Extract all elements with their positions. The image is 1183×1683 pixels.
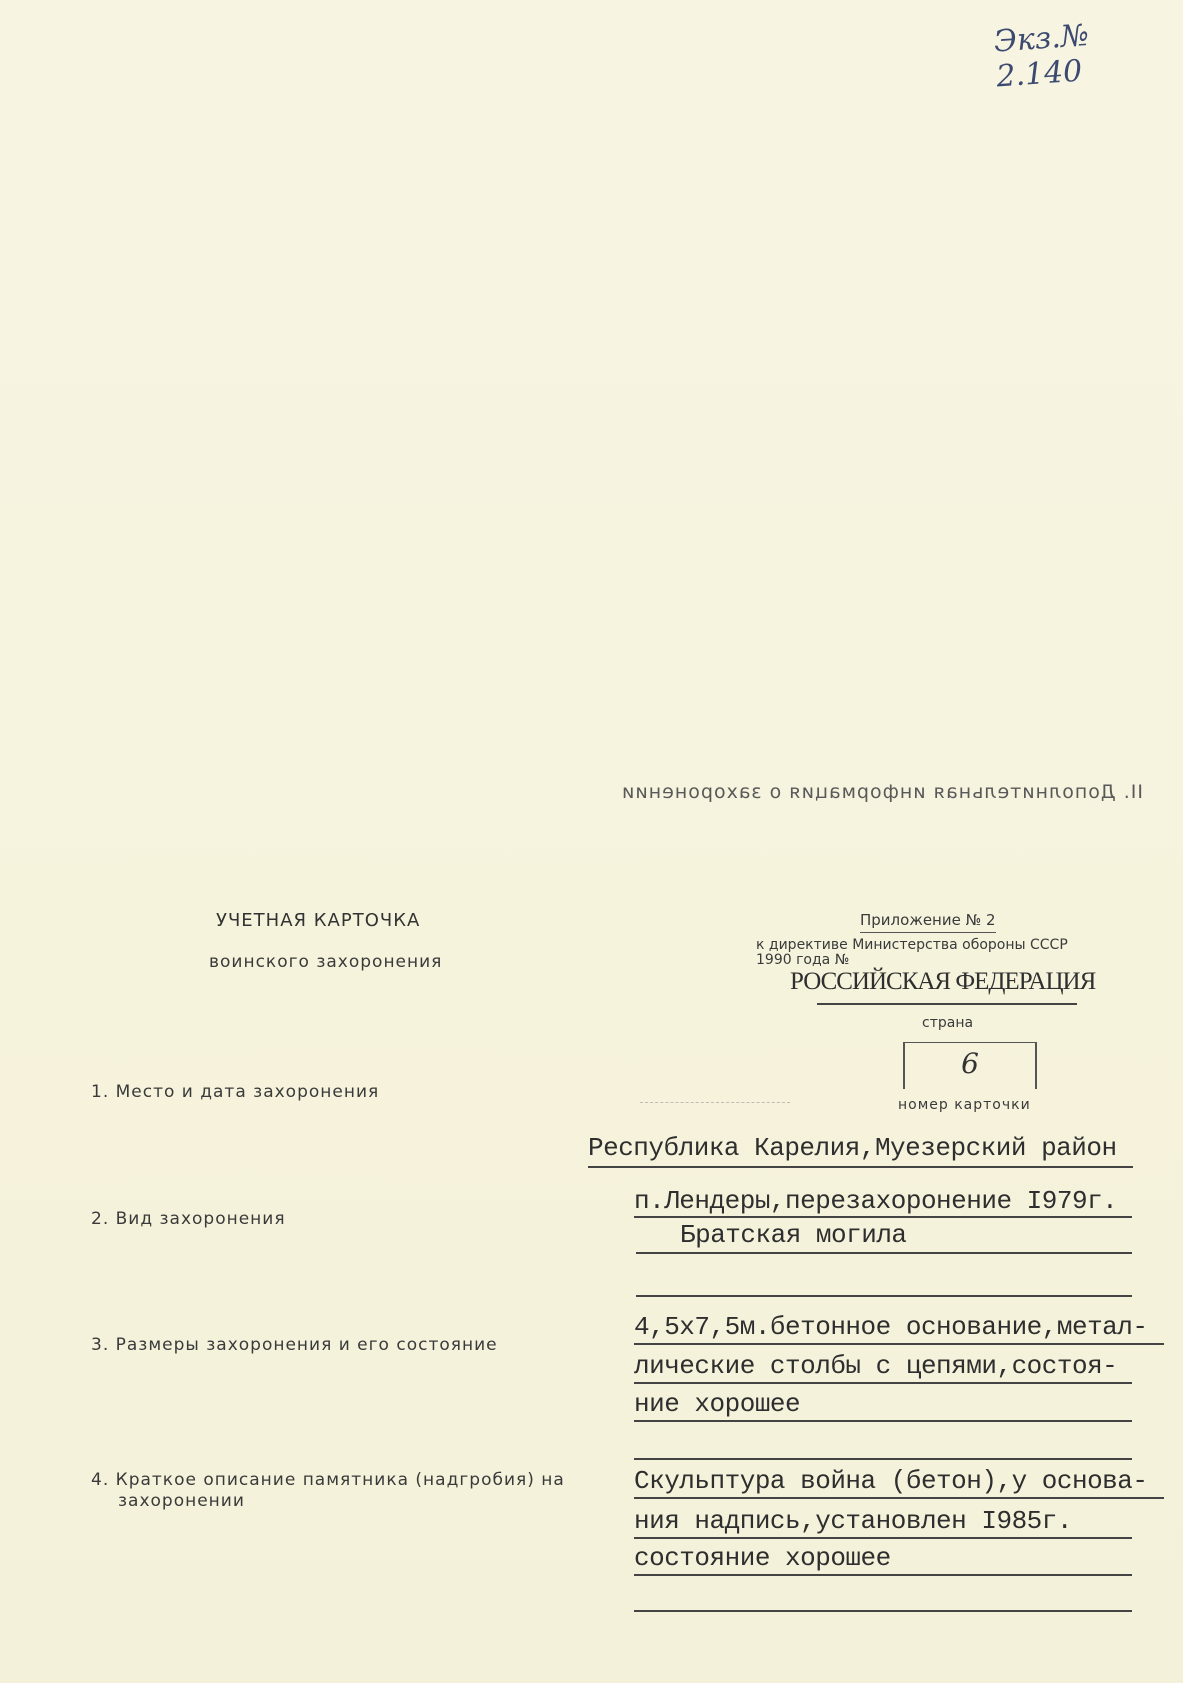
field-2-underline-2 xyxy=(636,1295,1132,1297)
country-caption: страна xyxy=(922,1015,974,1031)
field-4-line-2: ния надпись,установлен I985г. xyxy=(634,1506,1072,1536)
appendix-label: Приложение № 2 xyxy=(860,911,996,933)
field-4-line-3: состояние хорошее xyxy=(634,1543,891,1573)
field-4-label-line-1: 4. Краткое описание памятника (надгробия) на xyxy=(91,1470,565,1490)
field-1-underline-2 xyxy=(634,1216,1132,1218)
field-1-label: 1. Место и дата захоронения xyxy=(91,1082,380,1102)
field-4-underline-2 xyxy=(634,1537,1132,1539)
card-subtitle: воинского захоронения xyxy=(209,952,443,972)
field-3-line-1: 4,5х7,5м.бетонное основание,метал- xyxy=(634,1312,1148,1342)
field-1-line-1: Республика Карелия,Муезерский район xyxy=(588,1133,1117,1163)
field-2-line-1: Братская могила xyxy=(680,1220,907,1250)
card-number-box xyxy=(903,1042,1037,1089)
field-1-underline-1 xyxy=(588,1166,1133,1168)
field-3-line-2: лические столбы с цепями,состоя- xyxy=(634,1351,1118,1381)
field-4-underline-1 xyxy=(634,1497,1164,1499)
field-2-label: 2. Вид захоронения xyxy=(91,1209,286,1229)
handwritten-note: Экз.№ 2.140 xyxy=(992,18,1091,95)
card-title: УЧЕТНАЯ КАРТОЧКА xyxy=(216,910,421,931)
field-3-underline-1 xyxy=(634,1343,1164,1345)
directive-reference xyxy=(756,938,1126,968)
field-3-underline-3 xyxy=(634,1420,1132,1422)
field-3-label: 3. Размеры захоронения и его состояние xyxy=(91,1335,498,1355)
card-number: 6 xyxy=(961,1047,979,1080)
field-4-line-1: Скульптура война (бетон),у основа- xyxy=(634,1466,1148,1496)
field-4-underline-3 xyxy=(634,1574,1132,1576)
country-underline xyxy=(817,1003,1077,1005)
field-1-line-2: п.Лендеры,перезахоронение I979г. xyxy=(634,1186,1118,1216)
faint-dashes xyxy=(640,1102,790,1103)
field-3-line-3: ние хорошее xyxy=(634,1389,801,1419)
country-value: РОССИЙСКАЯ ФЕДЕРАЦИЯ xyxy=(790,968,1096,995)
field-4-underline-4 xyxy=(634,1610,1132,1612)
card-number-caption: номер карточки xyxy=(898,1097,1031,1113)
field-4-label-line-2: захоронении xyxy=(118,1491,245,1511)
field-2-underline-1 xyxy=(636,1252,1132,1254)
field-3-underline-2 xyxy=(634,1382,1132,1384)
directive-line-1: к директиве Министерства обороны СССР xyxy=(756,937,1068,953)
mirrored-bleed-through-heading: II. Дополнительная информация о захоронении xyxy=(621,781,1143,803)
directive-line-2: 1990 года № xyxy=(756,952,850,968)
field-3-underline-4 xyxy=(634,1458,1132,1460)
